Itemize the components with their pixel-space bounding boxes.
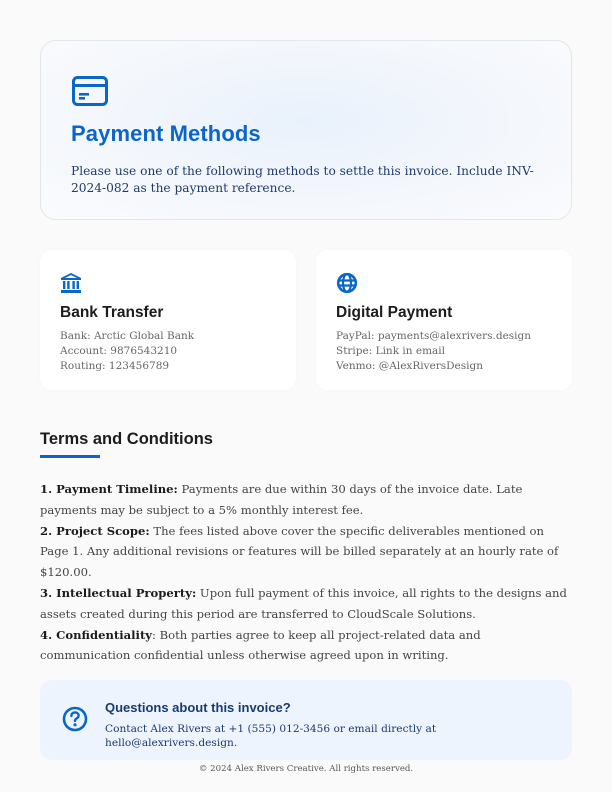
terms-title: Terms and Conditions <box>40 430 213 448</box>
terms-item-payment-timeline <box>40 479 570 521</box>
bank-transfer-title: Bank Transfer <box>60 304 164 321</box>
terms-item-intellectual-property <box>40 583 570 625</box>
payment-methods-title: Payment Methods <box>71 121 261 146</box>
terms-item-label: 3. Intellectual Property: <box>40 585 197 600</box>
bank-transfer-details <box>60 329 194 374</box>
terms-item-text: Payments are due within 30 days of the invoice date. Late payments may be subject to a 5% monthly interest fee. <box>40 482 523 517</box>
payment-methods-description: Please use one of the following methods to settle this invoice. Include INV-2024-082 as the payment reference. <box>71 164 534 195</box>
globe-icon <box>336 272 358 294</box>
credit-card-icon <box>71 75 109 107</box>
terms-item-label: 4. Confidentiality <box>40 627 153 642</box>
contact-title: Questions about this invoice? <box>105 700 291 715</box>
bank-routing: Routing: 123456789 <box>60 360 170 372</box>
venmo-line: Venmo: @AlexRiversDesign <box>336 360 484 372</box>
terms-title-underline <box>40 455 100 458</box>
copyright-footer: © 2024 Alex Rivers Creative. All rights reserved. <box>198 764 414 774</box>
terms-item-text: : Both parties agree to keep all project-related data and communication confidential unless otherwise agreed upon in writing. <box>40 627 481 663</box>
bank-icon <box>60 272 82 294</box>
digital-payment-card <box>316 250 572 390</box>
contact-text: Contact Alex Rivers at +1 (555) 012-3456 or email directly at hello@alexrivers.design. <box>105 723 437 749</box>
digital-payment-details <box>336 329 531 374</box>
terms-item-project-scope <box>40 521 570 583</box>
paypal-line: PayPal: payments@alexrivers.design <box>336 330 532 342</box>
contact-box <box>40 680 572 760</box>
question-circle-icon <box>62 706 88 732</box>
bank-name: Bank: Arctic Global Bank <box>60 330 195 342</box>
terms-item-confidentiality <box>40 625 570 667</box>
bank-transfer-card <box>40 250 296 390</box>
bank-account: Account: 9876543210 <box>60 345 178 357</box>
payment-methods-card <box>40 40 572 220</box>
terms-item-label: 2. Project Scope: <box>40 523 150 538</box>
terms-item-text: Upon full payment of this invoice, all rights to the designs and assets created during this period are transferred to CloudScale Solutions. <box>40 585 567 621</box>
terms-item-label: 1. Payment Timeline: <box>40 482 178 496</box>
terms-item-text: The fees listed above cover the specific deliverables mentioned on Page 1. Any additional revisions or features will be billed separately at an hourly rate of $120.00. <box>40 523 559 580</box>
digital-payment-title: Digital Payment <box>336 304 453 321</box>
stripe-line: Stripe: Link in email <box>336 345 445 357</box>
terms-list <box>40 479 570 666</box>
